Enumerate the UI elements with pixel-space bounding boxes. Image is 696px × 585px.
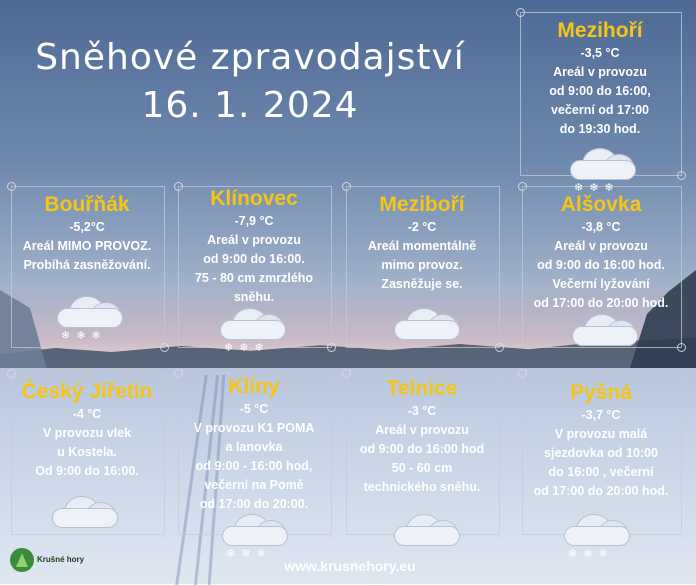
cloud-icon <box>50 490 120 530</box>
card-kliny <box>178 374 330 514</box>
card-line: Večerní lyžování <box>552 277 650 291</box>
card-line: od 9:00 do 16:00. <box>203 252 305 266</box>
card-line: 75 - 80 cm zmrzlého <box>194 271 314 285</box>
card-line: do 19:30 hod. <box>559 122 641 136</box>
card-line: Areál momentálně <box>367 239 477 253</box>
card-temperature: -4 °C <box>72 407 102 421</box>
card-name: Bouřňák <box>44 193 130 216</box>
card-cesky-jiretin <box>11 379 163 481</box>
card-name: Telnice <box>386 377 458 400</box>
card-alsovka <box>522 192 680 313</box>
card-mezibori <box>346 192 498 294</box>
card-line: Areál MIMO PROVOZ. <box>22 239 152 253</box>
card-line: technického sněhu. <box>363 480 481 494</box>
card-line: večerní na Pomě <box>204 478 304 492</box>
card-temperature: -5,2°C <box>69 220 105 234</box>
card-name: Český Jiřetín <box>21 380 153 403</box>
card-line: sjezdovka od 10:00 <box>544 446 658 460</box>
card-line: sněhu. <box>233 290 275 304</box>
cloud-snow-icon: ❄❄❄ <box>220 508 290 548</box>
card-name: Pyšná <box>570 381 632 404</box>
card-name: Meziboří <box>379 193 465 216</box>
card-line: od 17:00 do 20:00 hod. <box>533 484 669 498</box>
card-name: Klíny <box>228 375 280 398</box>
card-line: V provozu K1 POMA <box>193 421 315 435</box>
card-line: od 9:00 - 16:00 hod, <box>195 459 313 473</box>
card-telnice <box>346 376 498 497</box>
card-temperature: -3,7 °C <box>581 408 621 422</box>
card-line: Areál v provozu <box>375 423 469 437</box>
card-line: od 9:00 do 16:00 hod. <box>537 258 665 272</box>
cloud-icon <box>392 508 462 548</box>
card-temperature: -2 °C <box>407 220 437 234</box>
card-line: Areál v provozu <box>553 65 647 79</box>
website-link[interactable]: www.krusnehory.eu <box>284 558 416 574</box>
card-line: Od 9:00 do 16:00. <box>35 464 139 478</box>
title-line-1: Sněhové zpravodajství <box>35 37 465 78</box>
cloud-snow-icon: ❄❄❄ <box>218 302 288 342</box>
card-name: Mezihoří <box>557 19 643 42</box>
card-mezihori <box>520 18 680 139</box>
title-date: 16. 1. 2024 <box>141 85 359 126</box>
card-line: 50 - 60 cm <box>391 461 453 475</box>
card-line: a lanovka <box>225 440 283 454</box>
card-line: Areál v provozu <box>554 239 648 253</box>
card-line: mimo provoz. <box>381 258 463 272</box>
card-temperature: -3,5 °C <box>580 46 620 60</box>
cloud-icon <box>570 308 640 348</box>
cloud-snow-icon: ❄❄❄ <box>55 290 125 330</box>
card-klinovec <box>178 186 330 307</box>
cloud-snow-icon: ❄❄❄ <box>568 142 638 182</box>
card-line: od 9:00 do 16:00, <box>549 84 651 98</box>
card-name: Alšovka <box>560 193 642 216</box>
logo-text: Krušné hory <box>37 555 85 564</box>
card-line: Areál v provozu <box>207 233 301 247</box>
card-pysna <box>522 380 680 501</box>
card-temperature: -5 °C <box>239 402 269 416</box>
cloud-snow-icon: ❄❄❄ <box>562 508 632 548</box>
card-name: Klínovec <box>210 187 298 210</box>
card-line: V provozu malá <box>554 427 648 441</box>
card-line: Probíhá zasněžování. <box>23 258 151 272</box>
cloud-icon <box>392 302 462 342</box>
card-line: Zasněžuje se. <box>381 277 463 291</box>
card-line: večerní od 17:00 <box>551 103 649 117</box>
card-temperature: -3,8 °C <box>581 220 621 234</box>
page-title <box>30 34 470 130</box>
card-line: od 17:00 do 20:00. <box>199 497 309 511</box>
krusne-hory-logo-icon <box>10 548 34 572</box>
card-temperature: -7,9 °C <box>234 214 274 228</box>
card-line: od 9:00 do 16:00 hod <box>359 442 485 456</box>
card-line: do 16:00 , večerní <box>548 465 654 479</box>
card-line: od 17:00 do 20:00 hod. <box>533 296 669 310</box>
card-line: V provozu vlek <box>42 426 132 440</box>
card-temperature: -3 °C <box>407 404 437 418</box>
card-line: u Kostela. <box>57 445 117 459</box>
card-bournak <box>11 192 163 275</box>
